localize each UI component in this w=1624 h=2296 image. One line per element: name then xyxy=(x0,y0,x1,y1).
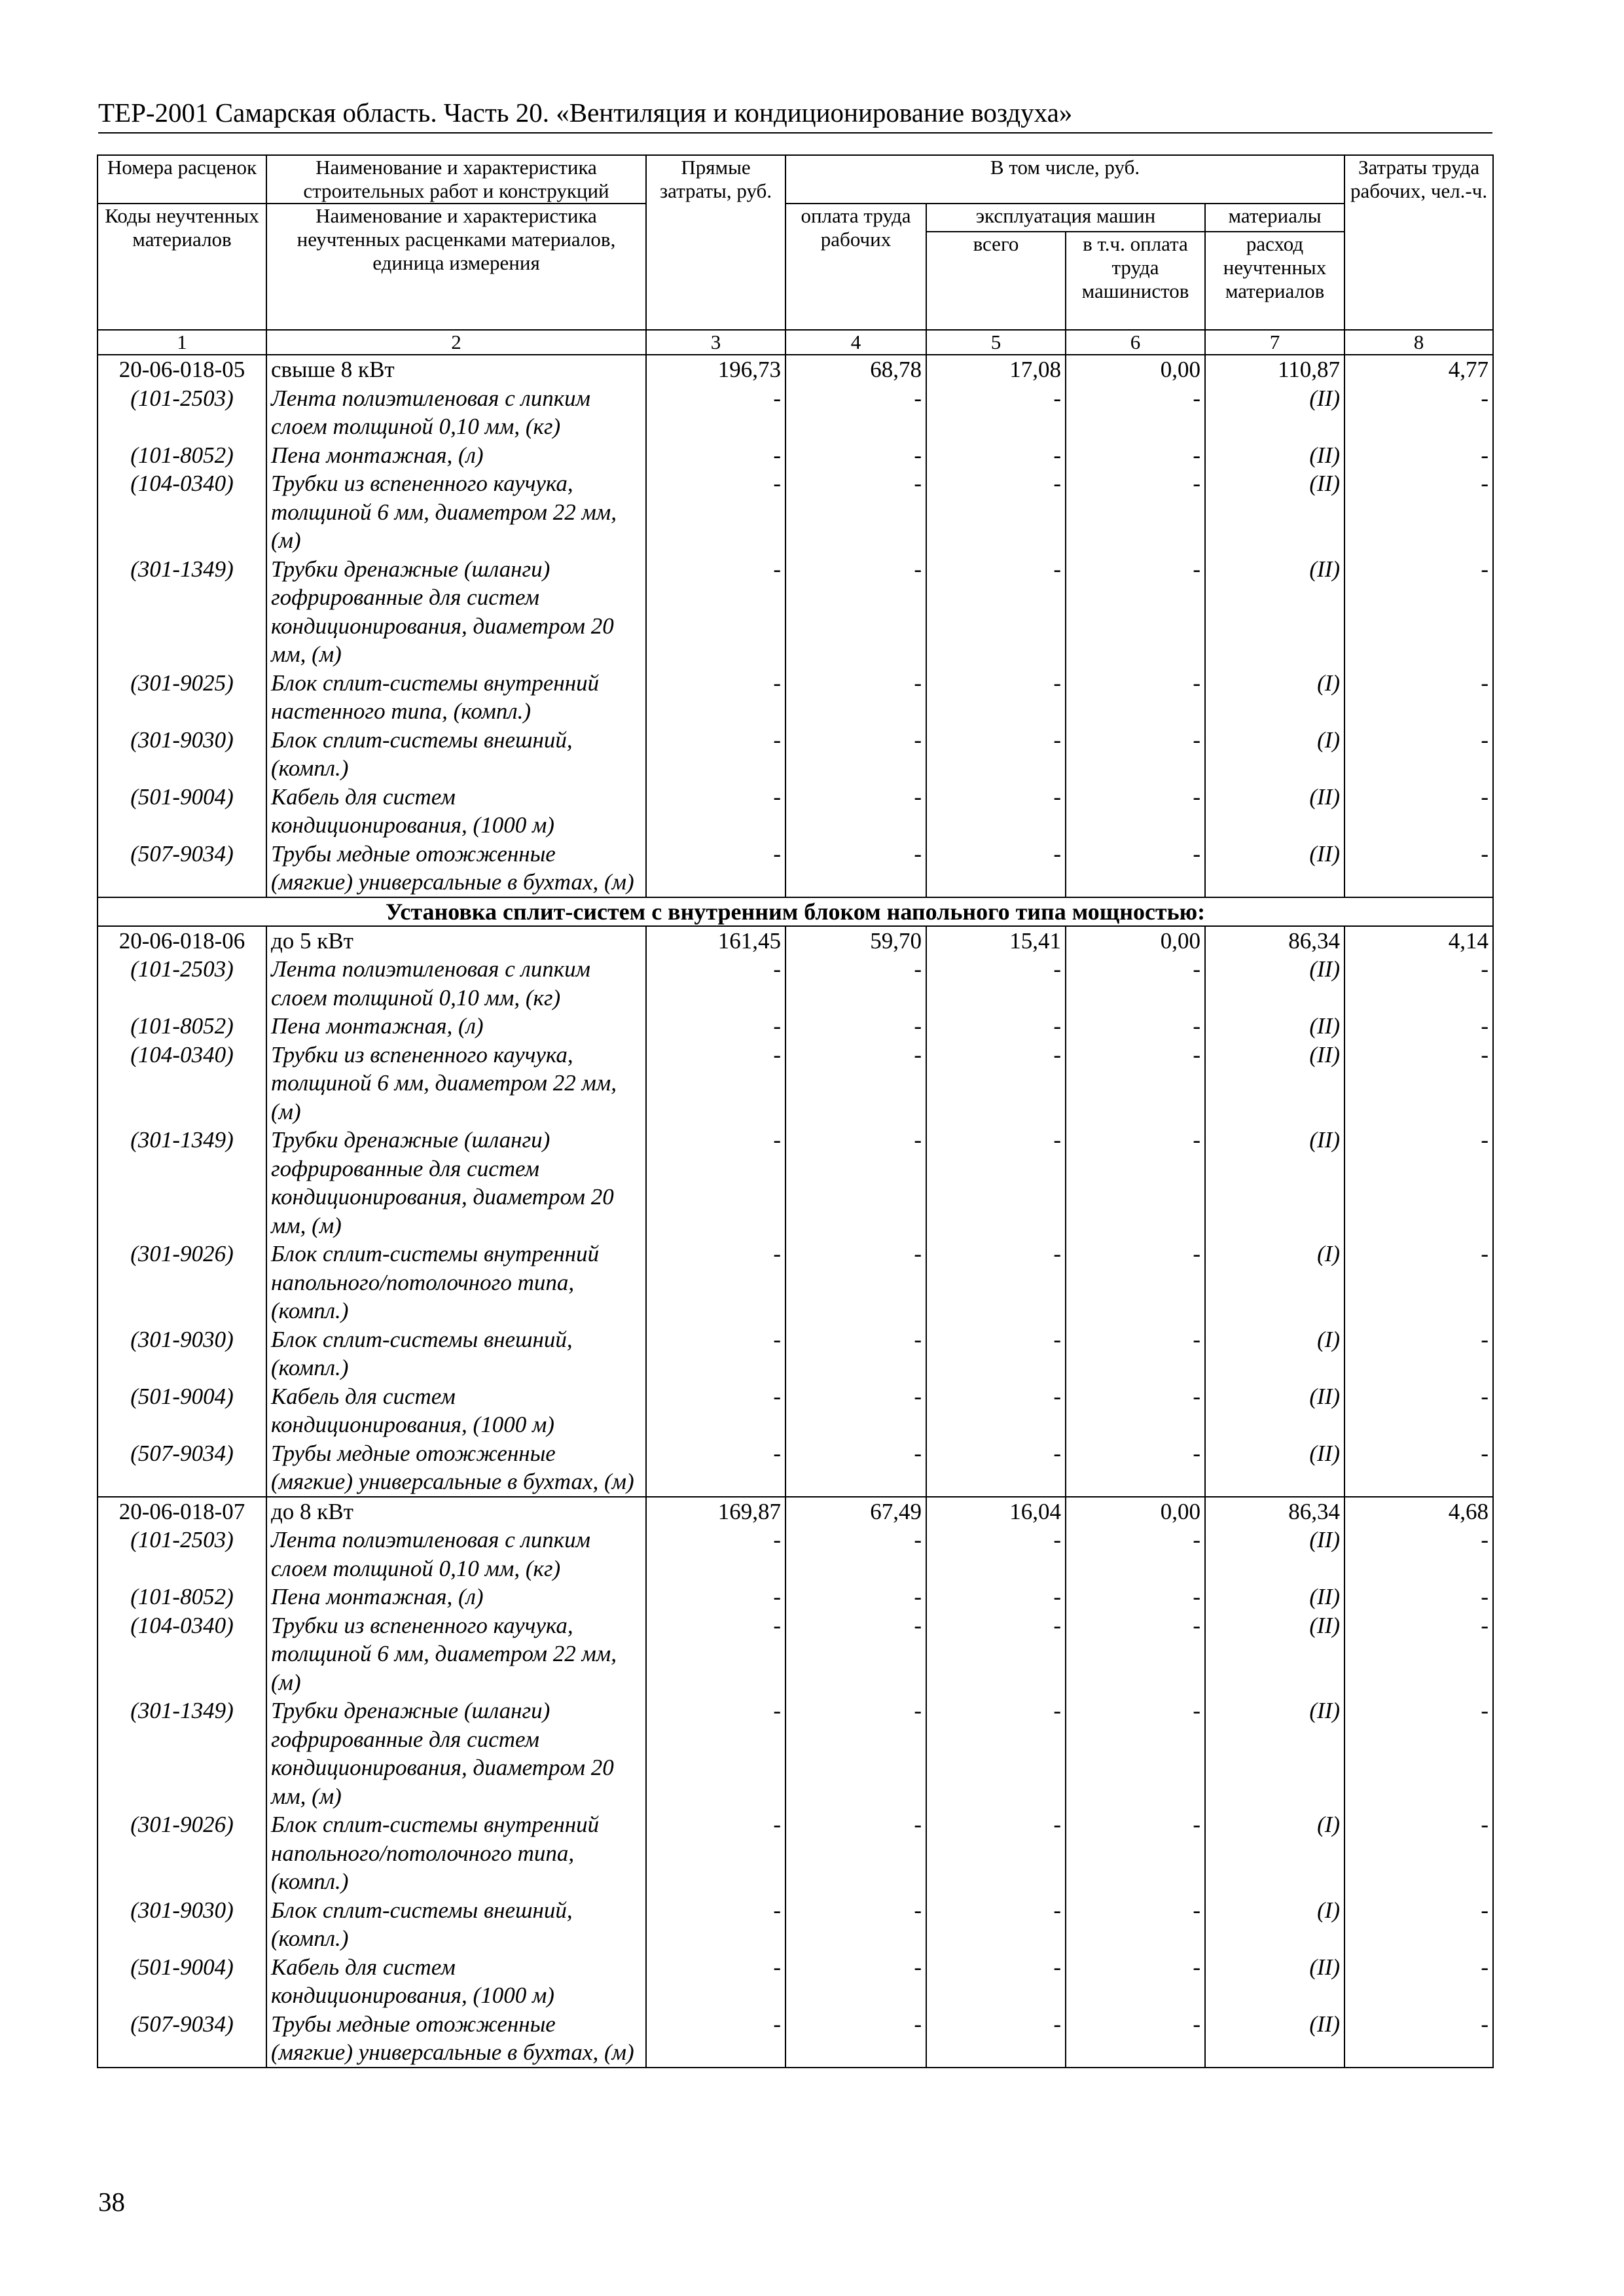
material-code: (501-9004) xyxy=(98,1953,266,2010)
material-name: Трубки дренажные (шланги) гофрированные для систем кондиционирования, диаметром 20 мм, (м) xyxy=(266,1696,646,1810)
material-class-mark: (I) xyxy=(1205,726,1344,783)
dash-cell: - xyxy=(926,783,1066,840)
material-row xyxy=(98,1382,1493,1439)
dash-cell: - xyxy=(926,1126,1066,1240)
dash-cell: - xyxy=(646,669,785,726)
material-class-mark: (II) xyxy=(1205,1696,1344,1810)
dash-cell: - xyxy=(1066,669,1205,726)
machinists-value: 0,00 xyxy=(1066,355,1205,384)
machinists-value: 0,00 xyxy=(1066,1497,1205,1526)
dash-cell: - xyxy=(926,1896,1066,1953)
page-header: ТЕР-2001 Самарская область. Часть 20. «Вентиляция и кондиционирование воздуха» xyxy=(98,97,1492,134)
labor-value: 4,68 xyxy=(1344,1497,1493,1526)
material-row xyxy=(98,469,1493,555)
material-class-mark: (I) xyxy=(1205,1240,1344,1325)
material-code: (301-9030) xyxy=(98,726,266,783)
dash-cell: - xyxy=(1344,1896,1493,1953)
material-code: (101-8052) xyxy=(98,1583,266,1611)
wages-value: 67,49 xyxy=(785,1497,926,1526)
material-name: Трубы медные отожженные (мягкие) универсальные в бухтах, (м) xyxy=(266,1439,646,1497)
dash-cell: - xyxy=(1344,2010,1493,2068)
material-code: (507-9034) xyxy=(98,2010,266,2068)
column-number: 3 xyxy=(646,330,785,355)
dash-cell: - xyxy=(785,669,926,726)
material-class-mark: (I) xyxy=(1205,669,1344,726)
dash-cell: - xyxy=(926,840,1066,897)
dash-cell: - xyxy=(1066,1611,1205,1697)
material-name: Блок сплит-системы внешний, (компл.) xyxy=(266,1325,646,1382)
column-number: 5 xyxy=(926,330,1066,355)
material-name: Лента полиэтиленовая с липким слоем толщиной 0,10 мм, (кг) xyxy=(266,955,646,1012)
dash-cell: - xyxy=(1066,1810,1205,1896)
dash-cell: - xyxy=(1344,1611,1493,1697)
column-number: 4 xyxy=(785,330,926,355)
dash-cell: - xyxy=(1066,1325,1205,1382)
materials-value: 86,34 xyxy=(1205,1497,1344,1526)
dash-cell: - xyxy=(785,1526,926,1583)
dash-cell: - xyxy=(1066,840,1205,897)
header-material-name: Наименование и характеристика неучтенных расценками материалов, единица измерения xyxy=(266,204,646,330)
dash-cell: - xyxy=(1344,1126,1493,1240)
dash-cell: - xyxy=(1344,669,1493,726)
dash-cell: - xyxy=(926,1810,1066,1896)
header-labor-costs: Затраты труда рабочих, чел.-ч. xyxy=(1344,155,1493,330)
dash-cell: - xyxy=(1344,783,1493,840)
material-code: (301-1349) xyxy=(98,1696,266,1810)
material-code: (301-9026) xyxy=(98,1240,266,1325)
material-code: (104-0340) xyxy=(98,1041,266,1126)
dash-cell: - xyxy=(646,783,785,840)
material-name: Блок сплит-системы внутренний настенного типа, (компл.) xyxy=(266,669,646,726)
dash-cell: - xyxy=(1066,1439,1205,1497)
material-code: (101-2503) xyxy=(98,384,266,441)
dash-cell: - xyxy=(1344,1012,1493,1041)
dash-cell: - xyxy=(646,726,785,783)
material-row xyxy=(98,1611,1493,1697)
material-row xyxy=(98,1325,1493,1382)
material-code: (507-9034) xyxy=(98,1439,266,1497)
material-class-mark: (II) xyxy=(1205,555,1344,669)
material-code: (101-8052) xyxy=(98,1012,266,1041)
header-material-codes: Коды неучтенных материалов xyxy=(98,204,266,330)
header-machines: эксплуатация машин xyxy=(926,204,1205,232)
material-name: Пена монтажная, (л) xyxy=(266,1012,646,1041)
dash-cell: - xyxy=(1344,1526,1493,1583)
dash-cell: - xyxy=(646,1953,785,2010)
material-class-mark: (I) xyxy=(1205,1810,1344,1896)
machines-total-value: 15,41 xyxy=(926,926,1066,956)
material-row xyxy=(98,726,1493,783)
dash-cell: - xyxy=(1344,1325,1493,1382)
material-name: Трубки из вспененного каучука, толщиной 6 мм, диаметром 22 мм, (м) xyxy=(266,1041,646,1126)
dash-cell: - xyxy=(646,1126,785,1240)
material-row xyxy=(98,783,1493,840)
dash-cell: - xyxy=(785,1611,926,1697)
dash-cell: - xyxy=(926,441,1066,470)
material-code: (101-8052) xyxy=(98,441,266,470)
material-row xyxy=(98,1126,1493,1240)
rate-row xyxy=(98,355,1493,384)
column-numbers-row xyxy=(98,330,1493,355)
dash-cell: - xyxy=(646,469,785,555)
dash-cell: - xyxy=(1066,441,1205,470)
dash-cell: - xyxy=(1344,1810,1493,1896)
dash-cell: - xyxy=(1344,955,1493,1012)
dash-cell: - xyxy=(785,840,926,897)
machines-total-value: 17,08 xyxy=(926,355,1066,384)
rate-code: 20-06-018-06 xyxy=(98,926,266,956)
material-name: Блок сплит-системы внешний, (компл.) xyxy=(266,1896,646,1953)
dash-cell: - xyxy=(1066,469,1205,555)
material-name: Трубки дренажные (шланги) гофрированные для систем кондиционирования, диаметром 20 мм, (м) xyxy=(266,555,646,669)
material-name: Трубы медные отожженные (мягкие) универсальные в бухтах, (м) xyxy=(266,2010,646,2068)
dash-cell: - xyxy=(785,1240,926,1325)
material-row xyxy=(98,1810,1493,1896)
dash-cell: - xyxy=(646,2010,785,2068)
dash-cell: - xyxy=(1066,384,1205,441)
dash-cell: - xyxy=(926,955,1066,1012)
dash-cell: - xyxy=(926,1240,1066,1325)
dash-cell: - xyxy=(646,1583,785,1611)
dash-cell: - xyxy=(646,1240,785,1325)
dash-cell: - xyxy=(785,1953,926,2010)
dash-cell: - xyxy=(785,1583,926,1611)
dash-cell: - xyxy=(646,1526,785,1583)
material-row xyxy=(98,1583,1493,1611)
dash-cell: - xyxy=(1344,384,1493,441)
material-class-mark: (II) xyxy=(1205,469,1344,555)
dash-cell: - xyxy=(1066,955,1205,1012)
dash-cell: - xyxy=(785,1012,926,1041)
dash-cell: - xyxy=(926,1041,1066,1126)
labor-value: 4,77 xyxy=(1344,355,1493,384)
wages-value: 59,70 xyxy=(785,926,926,956)
dash-cell: - xyxy=(785,1126,926,1240)
dash-cell: - xyxy=(1066,1012,1205,1041)
material-row xyxy=(98,955,1493,1012)
material-row xyxy=(98,1240,1493,1325)
dash-cell: - xyxy=(1344,555,1493,669)
material-code: (301-9025) xyxy=(98,669,266,726)
dash-cell: - xyxy=(646,1012,785,1041)
material-row xyxy=(98,1012,1493,1041)
rate-row xyxy=(98,926,1493,956)
dash-cell: - xyxy=(646,840,785,897)
dash-cell: - xyxy=(926,1583,1066,1611)
dash-cell: - xyxy=(1066,783,1205,840)
section-title: Установка сплит-систем с внутренним блоком напольного типа мощностью: xyxy=(98,897,1493,926)
dash-cell: - xyxy=(785,1696,926,1810)
dash-cell: - xyxy=(926,1382,1066,1439)
dash-cell: - xyxy=(1066,1953,1205,2010)
material-name: Кабель для систем кондиционирования, (1000 м) xyxy=(266,783,646,840)
material-code: (101-2503) xyxy=(98,1526,266,1583)
material-name: Блок сплит-системы внутренний напольного/потолочного типа, (компл.) xyxy=(266,1240,646,1325)
material-code: (501-9004) xyxy=(98,783,266,840)
dash-cell: - xyxy=(646,384,785,441)
rate-row xyxy=(98,1497,1493,1526)
dash-cell: - xyxy=(926,1526,1066,1583)
dash-cell: - xyxy=(785,384,926,441)
direct-costs-value: 196,73 xyxy=(646,355,785,384)
header-machinists-wages: в т.ч. оплата труда машинистов xyxy=(1066,232,1205,330)
dash-cell: - xyxy=(926,1439,1066,1497)
material-row xyxy=(98,2010,1493,2068)
dash-cell: - xyxy=(1066,726,1205,783)
dash-cell: - xyxy=(1344,1382,1493,1439)
column-number: 1 xyxy=(98,330,266,355)
dash-cell: - xyxy=(926,669,1066,726)
header-including: В том числе, руб. xyxy=(785,155,1344,204)
material-code: (104-0340) xyxy=(98,469,266,555)
material-class-mark: (II) xyxy=(1205,384,1344,441)
material-class-mark: (II) xyxy=(1205,1382,1344,1439)
dash-cell: - xyxy=(1344,1583,1493,1611)
material-class-mark: (II) xyxy=(1205,2010,1344,2068)
dash-cell: - xyxy=(926,384,1066,441)
header-work-name: Наименование и характеристика строительных работ и конструкций xyxy=(266,155,646,204)
dash-cell: - xyxy=(785,1810,926,1896)
material-row xyxy=(98,1041,1493,1126)
dash-cell: - xyxy=(785,1439,926,1497)
page-number: 38 xyxy=(98,2187,125,2217)
material-row xyxy=(98,1526,1493,1583)
column-number: 2 xyxy=(266,330,646,355)
header-materials: материалы xyxy=(1205,204,1344,232)
labor-value: 4,14 xyxy=(1344,926,1493,956)
dash-cell: - xyxy=(785,1896,926,1953)
material-row xyxy=(98,1896,1493,1953)
dash-cell: - xyxy=(1344,469,1493,555)
material-name: Блок сплит-системы внешний, (компл.) xyxy=(266,726,646,783)
dash-cell: - xyxy=(1344,441,1493,470)
dash-cell: - xyxy=(1344,1041,1493,1126)
dash-cell: - xyxy=(785,1382,926,1439)
header-material-consumption: расход неучтенных материалов xyxy=(1205,232,1344,330)
dash-cell: - xyxy=(785,955,926,1012)
header-wages: оплата труда рабочих xyxy=(785,204,926,330)
material-class-mark: (II) xyxy=(1205,1126,1344,1240)
material-name: Кабель для систем кондиционирования, (1000 м) xyxy=(266,1953,646,2010)
header-direct-costs: Прямые затраты, руб. xyxy=(646,155,785,330)
material-code: (301-1349) xyxy=(98,1126,266,1240)
dash-cell: - xyxy=(646,1611,785,1697)
direct-costs-value: 161,45 xyxy=(646,926,785,956)
material-name: Трубки из вспененного каучука, толщиной 6 мм, диаметром 22 мм, (м) xyxy=(266,1611,646,1697)
dash-cell: - xyxy=(785,726,926,783)
dash-cell: - xyxy=(1344,840,1493,897)
rates-table xyxy=(97,154,1494,2068)
material-class-mark: (I) xyxy=(1205,1896,1344,1953)
dash-cell: - xyxy=(1066,555,1205,669)
dash-cell: - xyxy=(646,1041,785,1126)
dash-cell: - xyxy=(1344,1240,1493,1325)
material-code: (501-9004) xyxy=(98,1382,266,1439)
dash-cell: - xyxy=(646,1382,785,1439)
dash-cell: - xyxy=(1066,1382,1205,1439)
material-name: Пена монтажная, (л) xyxy=(266,441,646,470)
material-row xyxy=(98,441,1493,470)
material-name: Трубки дренажные (шланги) гофрированные для систем кондиционирования, диаметром 20 мм, (м) xyxy=(266,1126,646,1240)
wages-value: 68,78 xyxy=(785,355,926,384)
material-name: Кабель для систем кондиционирования, (1000 м) xyxy=(266,1382,646,1439)
dash-cell: - xyxy=(926,1611,1066,1697)
dash-cell: - xyxy=(785,783,926,840)
header-machines-total: всего xyxy=(926,232,1066,330)
material-row xyxy=(98,1696,1493,1810)
dash-cell: - xyxy=(646,555,785,669)
material-name: Лента полиэтиленовая с липким слоем толщиной 0,10 мм, (кг) xyxy=(266,1526,646,1583)
dash-cell: - xyxy=(785,555,926,669)
material-class-mark: (II) xyxy=(1205,840,1344,897)
dash-cell: - xyxy=(926,1953,1066,2010)
material-class-mark: (II) xyxy=(1205,1526,1344,1583)
material-class-mark: (II) xyxy=(1205,1439,1344,1497)
material-name: Блок сплит-системы внутренний напольного/потолочного типа, (компл.) xyxy=(266,1810,646,1896)
machinists-value: 0,00 xyxy=(1066,926,1205,956)
header-rate-numbers: Номера расценок xyxy=(98,155,266,204)
dash-cell: - xyxy=(926,469,1066,555)
dash-cell: - xyxy=(785,441,926,470)
dash-cell: - xyxy=(646,1439,785,1497)
material-class-mark: (II) xyxy=(1205,1953,1344,2010)
material-row xyxy=(98,384,1493,441)
material-row xyxy=(98,1439,1493,1497)
material-code: (301-1349) xyxy=(98,555,266,669)
material-row xyxy=(98,1953,1493,2010)
rate-name: до 5 кВт xyxy=(266,926,646,956)
material-class-mark: (II) xyxy=(1205,441,1344,470)
dash-cell: - xyxy=(646,1896,785,1953)
material-code: (104-0340) xyxy=(98,1611,266,1697)
dash-cell: - xyxy=(785,469,926,555)
dash-cell: - xyxy=(646,1325,785,1382)
dash-cell: - xyxy=(646,1810,785,1896)
dash-cell: - xyxy=(926,2010,1066,2068)
material-class-mark: (I) xyxy=(1205,1325,1344,1382)
material-class-mark: (II) xyxy=(1205,1583,1344,1611)
materials-value: 110,87 xyxy=(1205,355,1344,384)
dash-cell: - xyxy=(646,1696,785,1810)
material-class-mark: (II) xyxy=(1205,1012,1344,1041)
material-row xyxy=(98,555,1493,669)
dash-cell: - xyxy=(1066,1583,1205,1611)
materials-value: 86,34 xyxy=(1205,926,1344,956)
table-body xyxy=(98,355,1493,2068)
dash-cell: - xyxy=(1066,1896,1205,1953)
dash-cell: - xyxy=(926,726,1066,783)
dash-cell: - xyxy=(1066,1696,1205,1810)
dash-cell: - xyxy=(1344,1439,1493,1497)
dash-cell: - xyxy=(1066,1240,1205,1325)
material-class-mark: (II) xyxy=(1205,1041,1344,1126)
rate-code: 20-06-018-05 xyxy=(98,355,266,384)
material-row xyxy=(98,840,1493,897)
rate-name: свыше 8 кВт xyxy=(266,355,646,384)
dash-cell: - xyxy=(1344,1953,1493,2010)
material-name: Пена монтажная, (л) xyxy=(266,1583,646,1611)
dash-cell: - xyxy=(926,1325,1066,1382)
material-code: (101-2503) xyxy=(98,955,266,1012)
material-name: Трубки из вспененного каучука, толщиной 6 мм, диаметром 22 мм, (м) xyxy=(266,469,646,555)
dash-cell: - xyxy=(646,955,785,1012)
column-number: 8 xyxy=(1344,330,1493,355)
dash-cell: - xyxy=(1066,1041,1205,1126)
rate-name: до 8 кВт xyxy=(266,1497,646,1526)
dash-cell: - xyxy=(646,441,785,470)
dash-cell: - xyxy=(1066,1126,1205,1240)
dash-cell: - xyxy=(926,1012,1066,1041)
dash-cell: - xyxy=(1344,726,1493,783)
material-row xyxy=(98,669,1493,726)
material-name: Лента полиэтиленовая с липким слоем толщиной 0,10 мм, (кг) xyxy=(266,384,646,441)
column-number: 7 xyxy=(1205,330,1344,355)
section-title-row xyxy=(98,897,1493,926)
material-name: Трубы медные отожженные (мягкие) универсальные в бухтах, (м) xyxy=(266,840,646,897)
material-code: (507-9034) xyxy=(98,840,266,897)
dash-cell: - xyxy=(785,1325,926,1382)
dash-cell: - xyxy=(785,2010,926,2068)
rate-code: 20-06-018-07 xyxy=(98,1497,266,1526)
machines-total-value: 16,04 xyxy=(926,1497,1066,1526)
column-number: 6 xyxy=(1066,330,1205,355)
dash-cell: - xyxy=(1344,1696,1493,1810)
dash-cell: - xyxy=(1066,1526,1205,1583)
dash-cell: - xyxy=(926,1696,1066,1810)
material-class-mark: (II) xyxy=(1205,783,1344,840)
material-code: (301-9030) xyxy=(98,1325,266,1382)
dash-cell: - xyxy=(1066,2010,1205,2068)
dash-cell: - xyxy=(785,1041,926,1126)
material-code: (301-9026) xyxy=(98,1810,266,1896)
material-class-mark: (II) xyxy=(1205,1611,1344,1697)
dash-cell: - xyxy=(926,555,1066,669)
material-class-mark: (II) xyxy=(1205,955,1344,1012)
direct-costs-value: 169,87 xyxy=(646,1497,785,1526)
material-code: (301-9030) xyxy=(98,1896,266,1953)
